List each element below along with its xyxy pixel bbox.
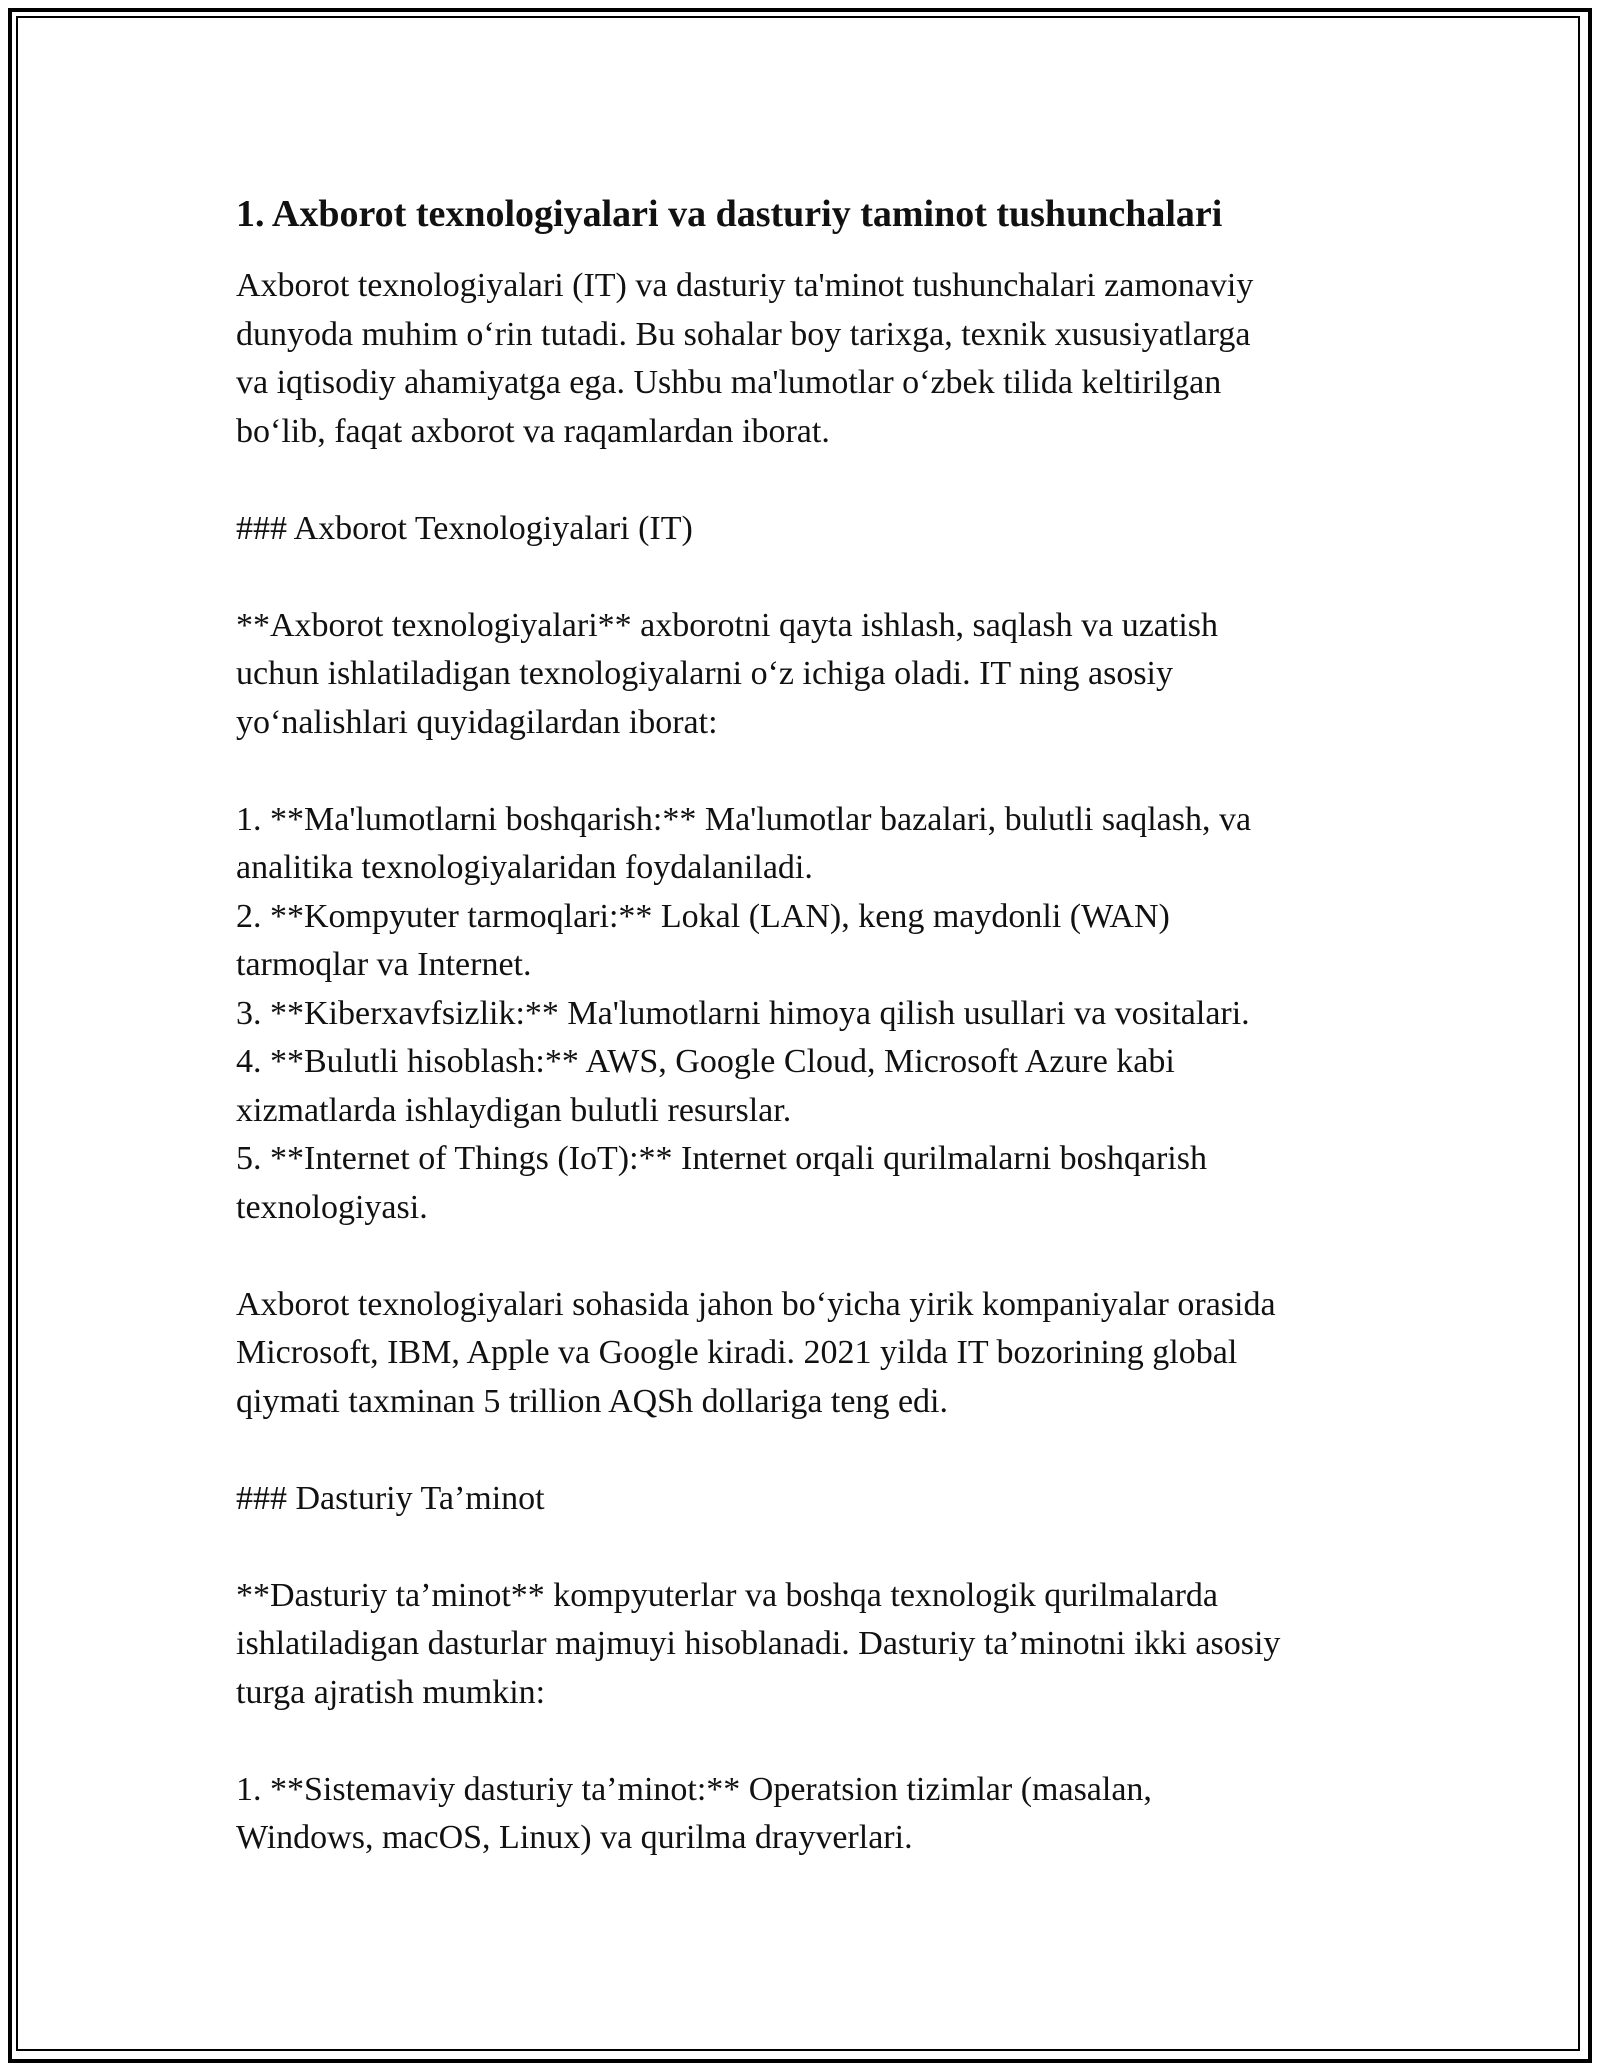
blank-line: [236, 747, 1376, 796]
software-list: [236, 1766, 1376, 1863]
document-body: [236, 188, 1376, 1863]
text-line: Axborot texnologiyalari sohasida jahon bo‘yicha yirik kompaniyalar orasida: [236, 1285, 1276, 1323]
it-list: [236, 796, 1376, 1233]
section-heading-it: ### Axborot Texnologiyalari (IT): [236, 509, 693, 547]
text-line: ishlatiladigan dasturlar majmuyi hisoblanadi. Dasturiy ta’minotni ikki asosiy: [236, 1625, 1281, 1662]
text-line: qiymati taxminan 5 trillion AQSh dollariga teng edi.: [236, 1382, 949, 1420]
text-line: uchun ishlatiladigan texnologiyalarni o‘z ichiga oladi. IT ning asosiy: [236, 655, 1173, 692]
list-item-line: 4. **Bulutli hisoblash:** AWS, Google Cloud, Microsoft Azure kabi: [236, 1043, 1175, 1080]
software-paragraph: [236, 1572, 1376, 1718]
text-line: dunyoda muhim o‘rin tutadi. Bu sohalar boy tarixga, texnik xususiyatlarga: [236, 315, 1251, 353]
blank-line: [236, 1717, 1376, 1766]
blank-line: [236, 456, 1376, 505]
text-line: va iqtisodiy ahamiyatga ega. Ushbu ma'lumotlar o‘zbek tilida keltirilgan: [236, 364, 1222, 401]
intro-paragraph: [236, 262, 1376, 456]
list-item-line: tarmoqlar va Internet.: [236, 946, 532, 983]
text-line: turga ajratish mumkin:: [236, 1673, 546, 1711]
list-item-line: xizmatlarda ishlaydigan bulutli resurslar.: [236, 1091, 792, 1129]
list-item-line: analitika texnologiyalaridan foydalaniladi.: [236, 849, 813, 886]
blank-line: [236, 553, 1376, 602]
it-paragraph: [236, 602, 1376, 748]
document-title: 1. Axborot texnologiyalari va dasturiy taminot tushunchalari: [236, 193, 1223, 235]
market-paragraph: [236, 1281, 1376, 1427]
text-line: **Dasturiy ta’minot** kompyuterlar va boshqa texnologik qurilmalarda: [236, 1576, 1218, 1614]
list-item-line: 3. **Kiberxavfsizlik:** Ma'lumotlarni himoya qilish usullari va vositalari.: [236, 994, 1250, 1032]
list-item-line: texnologiyasi.: [236, 1188, 428, 1226]
section-heading-software: ### Dasturiy Ta’minot: [236, 1479, 545, 1517]
list-item-line: 5. **Internet of Things (IoT):** Internet orqali qurilmalarni boshqarish: [236, 1140, 1207, 1177]
text-line: bo‘lib, faqat axborot va raqamlardan iborat.: [236, 412, 830, 450]
text-line: yo‘nalishlari quyidagilardan iborat:: [236, 703, 718, 741]
list-item-line: 1. **Sistemaviy dasturiy ta’minot:** Operatsion tizimlar (masalan,: [236, 1770, 1152, 1808]
list-item-line: 1. **Ma'lumotlarni boshqarish:** Ma'lumotlar bazalari, bulutli saqlash, va: [236, 800, 1252, 838]
text-line: Axborot texnologiyalari (IT) va dasturiy ta'minot tushunchalari zamonaviy: [236, 267, 1254, 304]
list-item-line: Windows, macOS, Linux) va qurilma drayverlari.: [236, 1819, 913, 1856]
text-line: **Axborot texnologiyalari** axborotni qayta ishlash, saqlash va uzatish: [236, 606, 1219, 644]
blank-line: [236, 1426, 1376, 1475]
text-line: Microsoft, IBM, Apple va Google kiradi. 2021 yilda IT bozorining global: [236, 1334, 1238, 1371]
list-item-line: 2. **Kompyuter tarmoqlari:** Lokal (LAN), keng maydonli (WAN): [236, 897, 1170, 935]
blank-line: [236, 1523, 1376, 1572]
blank-line: [236, 1232, 1376, 1281]
